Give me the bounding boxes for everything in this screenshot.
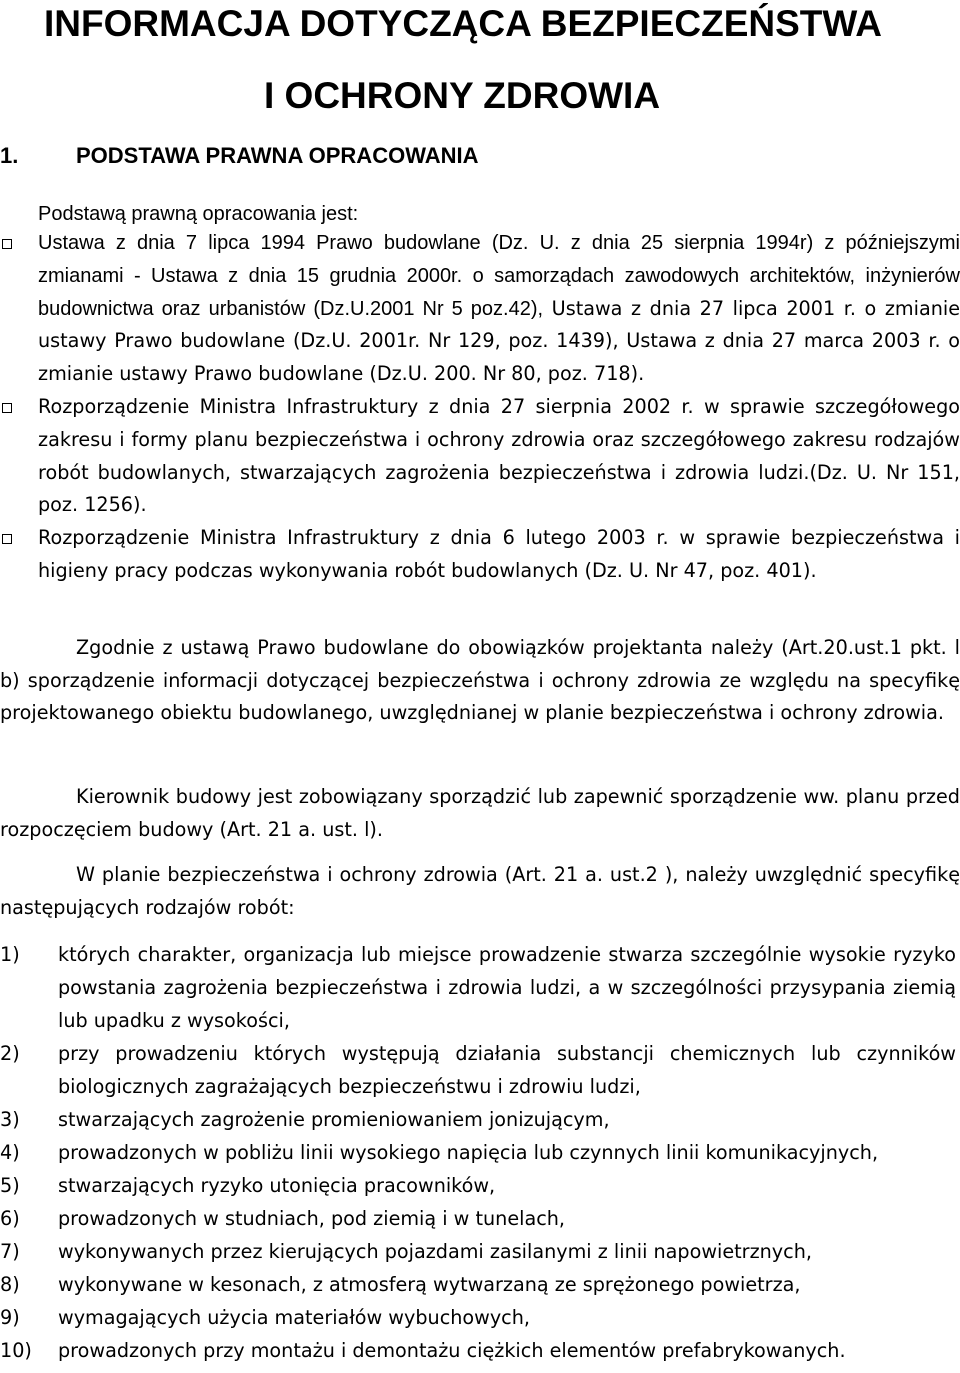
list-text: wykonywanych przez kierujących pojazdami zasilanymi z linii napowietrznych,	[58, 1240, 812, 1263]
list-number: 7)	[0, 1240, 20, 1263]
list-text: stwarzających zagrożenie promieniowaniem jonizującym,	[58, 1108, 610, 1131]
section-title: PODSTAWA PRAWNA OPRACOWANIA	[76, 143, 479, 168]
bullet-item	[0, 391, 960, 522]
list-text: prowadzonych w pobliżu linii wysokiego napięcia lub czynnych linii komunikacyjnych,	[58, 1141, 879, 1164]
list-text: prowadzonych w studniach, pod ziemią i w tunelach,	[58, 1207, 566, 1230]
list-number: 8)	[0, 1273, 20, 1296]
list-item	[0, 1037, 956, 1103]
bullet-item	[0, 227, 960, 391]
bullet-item	[0, 522, 960, 588]
paragraph	[0, 859, 960, 924]
paragraph-text: Kierownik budowy jest zobowiązany sporządzić lub zapewnić sporządzenie ww. planu przed rozpoczęciem budowy (Art. 21 a. ust. l).	[0, 785, 960, 841]
paragraph-text: W planie bezpieczeństwa i ochrony zdrowia (Art. 21 a. ust.2 ), należy uwzględnić specyfikę następujących rodzajów robót:	[0, 863, 960, 919]
list-text: wykonywane w kesonach, z atmosferą wytwarzaną ze sprężonego powietrza,	[58, 1273, 801, 1296]
list-item	[0, 1169, 956, 1202]
paragraph	[0, 632, 960, 730]
bullet-list	[0, 227, 960, 588]
list-item	[0, 1268, 956, 1301]
section-number: 1.	[0, 143, 19, 168]
list-number: 3)	[0, 1108, 20, 1131]
bullet-text: Rozporządzenie Ministra Infrastruktury z dnia 27 sierpnia 2002 r. w sprawie szczegółowego zakresu i formy planu bezpieczeństwa i ochrony zdrowia oraz szczegółowego zakresu rodzajów robót budowlanych, stwarzających zagrożenia bezpieczeństwa i zdrowia ludzi.(Dz. U. Nr 151, poz. 1256).	[38, 394, 960, 517]
intro-text: Podstawą prawną opracowania jest:	[38, 203, 359, 225]
paragraph	[0, 781, 960, 846]
list-item	[0, 1235, 956, 1268]
list-item	[0, 1136, 956, 1169]
numbered-list	[0, 938, 960, 1367]
list-text: przy prowadzeniu których występują działania substancji chemicznych lub czynników biologicznych zagrażających bezpieczeństwu i zdrowiu ludzi,	[58, 1042, 956, 1098]
checkbox-bullet-icon	[2, 534, 12, 544]
bullet-text: Rozporządzenie Ministra Infrastruktury z dnia 6 lutego 2003 r. w sprawie bezpieczeństwa i higieny pracy podczas wykonywania robót budowlanych (Dz. U. Nr 47, poz. 401).	[38, 526, 960, 582]
paragraph-text: Zgodnie z ustawą Prawo budowlane do obowiązków projektanta należy (Art.20.ust.1 pkt. l b) sporządzenie informacji dotyczącej bezpieczeństwa i ochrony zdrowia ze względu na specyfikę projektowanego obiektu budowlanego, uwzględnianej w planie bezpieczeństwa i ochrony zdrowia.	[0, 636, 960, 725]
list-item	[0, 1202, 956, 1235]
section-heading	[0, 141, 479, 171]
list-item	[0, 1103, 956, 1136]
list-number: 6)	[0, 1207, 20, 1230]
title-line-2: I OCHRONY ZDROWIA	[264, 75, 661, 116]
list-number: 1)	[0, 943, 20, 966]
list-item	[0, 1334, 956, 1367]
title-line-1: INFORMACJA DOTYCZĄCA BEZPIECZEŃSTWA	[44, 3, 882, 44]
list-number: 10)	[0, 1339, 32, 1362]
list-text: prowadzonych przy montażu i demontażu ciężkich elementów prefabrykowanych.	[58, 1339, 846, 1362]
list-number: 9)	[0, 1306, 20, 1329]
list-text: stwarzających ryzyko utonięcia pracowników,	[58, 1174, 496, 1197]
list-item	[0, 1301, 956, 1334]
list-number: 2)	[0, 1042, 20, 1065]
list-text: wymagających użycia materiałów wybuchowych,	[58, 1306, 530, 1329]
list-number: 4)	[0, 1141, 20, 1164]
list-number: 5)	[0, 1174, 20, 1197]
checkbox-bullet-icon	[2, 403, 12, 413]
bullet-text: Ustawa z dnia 7 lipca 1994 Prawo budowlane (Dz. U. z dnia 25 sierpnia 1994r) z późniejszymi zmianami - Ustawa z dnia 15 grudnia 2000r. o samorządach zawodowych architektów, inżynierów budownictwa oraz urbanistów (Dz.U.2001 Nr 5 poz.42),	[38, 232, 960, 320]
checkbox-bullet-icon	[2, 239, 12, 249]
list-text: których charakter, organizacja lub miejsce prowadzenie stwarza szczególnie wysokie ryzyko powstania zagrożenia bezpieczeństwa i zdrowia ludzi, a w szczególności przysypania ziemią lub upadku z wysokości,	[58, 943, 956, 1032]
bullet-text: Ustawa z dnia 27 lipca 2001 r. o zmianie ustawy Prawo budowlane (Dz.U. 2001r. Nr 129, poz. 1439), Ustawa z dnia 27 marca 2003 r. o zmianie ustawy Prawo budowlane (Dz.U. 200. Nr 80, poz. 718).	[38, 296, 960, 386]
list-item	[0, 938, 956, 1037]
